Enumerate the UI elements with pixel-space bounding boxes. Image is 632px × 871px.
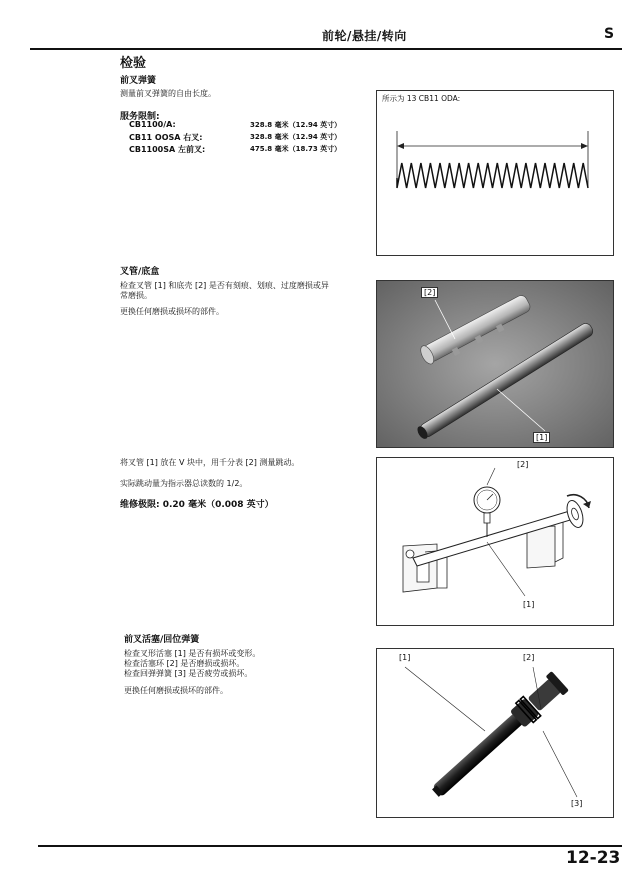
spec-value: 328.8 毫米（12.94 英寸） — [250, 121, 342, 129]
header-rule — [30, 48, 622, 50]
spec-value: 328.8 毫米（12.94 英寸） — [250, 133, 342, 141]
leader-lines — [377, 281, 613, 447]
page-number: 12-23 — [566, 848, 621, 868]
callout-label: [1] — [533, 432, 550, 443]
spec-value: 475.8 毫米（18.73 英寸） — [250, 145, 342, 153]
callout-label: [2] — [517, 460, 529, 469]
callout-label: [2] — [523, 653, 535, 662]
fork-spring-heading: 前叉弹簧 — [120, 76, 157, 86]
runout-line: 实际跳动量为指示器总读数的 1/2。 — [120, 479, 248, 488]
fork-spring-drawing — [377, 91, 613, 255]
spring-figure-caption: 所示为 13 CB11 ODA: — [382, 94, 461, 103]
service-limit-label: 服务限制: — [120, 112, 160, 122]
runout-line: 将叉管 [1] 放在 V 块中，用千分表 [2] 测量跳动。 — [120, 458, 300, 467]
runout-figure — [376, 457, 614, 626]
runout-drawing — [377, 458, 613, 625]
piston-line: 检查活塞环 [2] 是否磨损或损坏。 — [124, 659, 245, 668]
piston-line: 检查叉形活塞 [1] 是否有损坏或变形。 — [124, 649, 261, 658]
fork-tube-line: 更换任何磨损或损坏的部件。 — [120, 307, 224, 316]
callout-label: [3] — [571, 799, 583, 808]
fork-piston-drawing — [377, 649, 613, 817]
spec-model: CB11 OOSA 右叉: — [129, 133, 203, 142]
callout-label: [1] — [399, 653, 411, 662]
running-header-mark: S — [604, 26, 615, 42]
piston-line: 检查回弹弹簧 [3] 是否疲劳或损坏。 — [124, 669, 253, 678]
callout-label: [1] — [523, 600, 535, 609]
runout-limit: 维修极限: 0.20 毫米（0.008 英寸） — [120, 500, 274, 510]
fork-tube-heading: 叉管/底盒 — [120, 267, 160, 277]
running-header-title: 前轮/悬挂/转向 — [322, 29, 407, 43]
piston-heading: 前叉活塞/回位弹簧 — [124, 635, 200, 645]
spring-figure — [376, 90, 614, 256]
callout-label: [2] — [421, 287, 438, 298]
spec-model: CB1100SA 左前叉: — [129, 145, 206, 154]
section-title: 检验 — [120, 56, 147, 71]
footer-rule — [38, 845, 622, 847]
piston-line: 更换任何磨损或损坏的部件。 — [124, 686, 228, 695]
fork-spring-text: 测量前叉弹簧的自由长度。 — [120, 89, 216, 98]
piston-figure — [376, 648, 614, 818]
spec-model: CB1100/A: — [129, 120, 176, 129]
fork-tube-photo — [376, 280, 614, 448]
fork-tube-line: 检查叉管 [1] 和底壳 [2] 是否有刻痕、划痕、过度磨损或异 — [120, 281, 329, 290]
fork-tube-line: 常磨损。 — [120, 291, 152, 300]
